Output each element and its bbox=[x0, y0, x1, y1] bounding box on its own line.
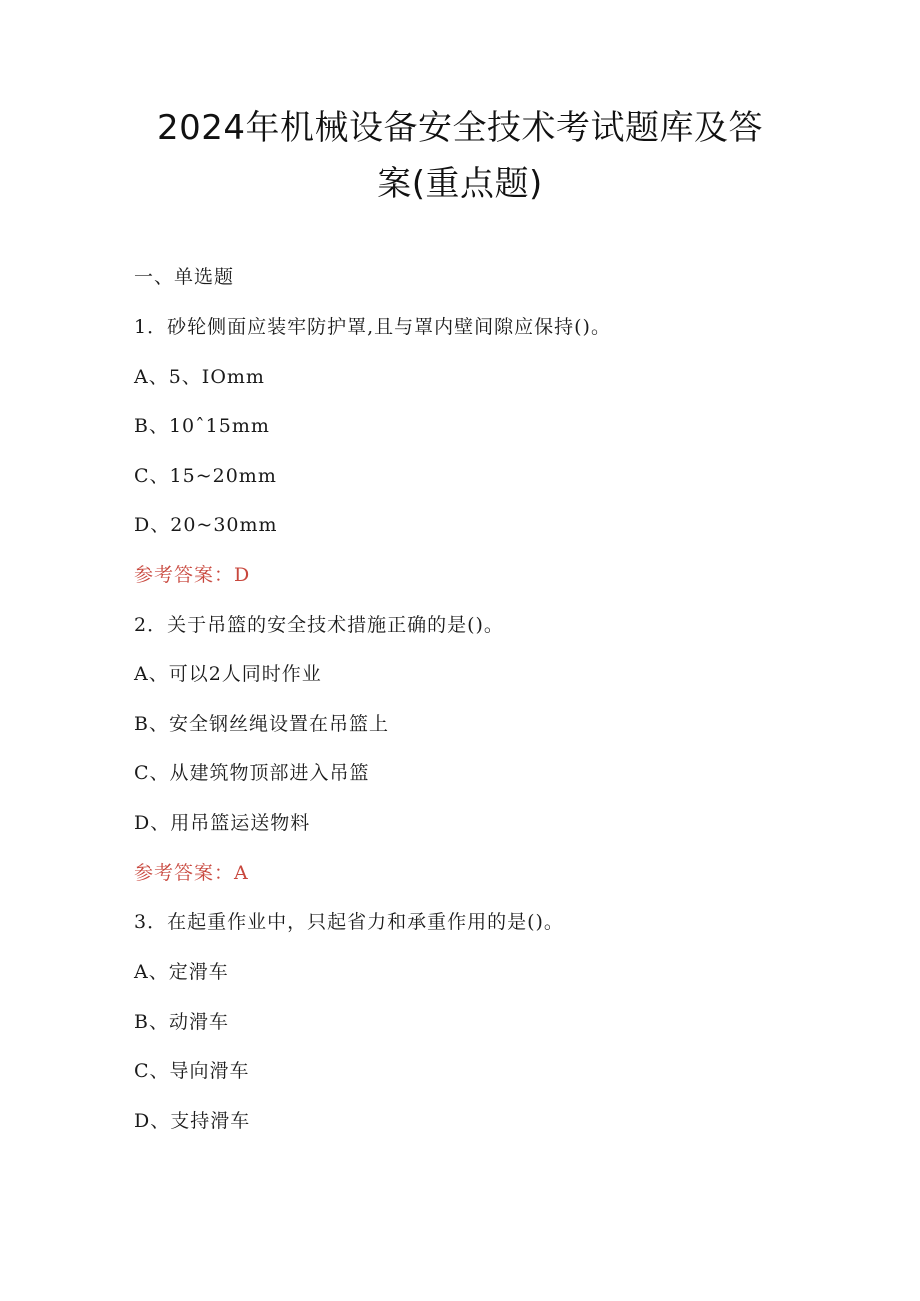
title-line-1: 2024年机械设备安全技术考试题库及答 bbox=[156, 108, 764, 148]
question-3-option-a: A、定滑车 bbox=[134, 961, 229, 983]
question-2-option-d: D、用吊篮运送物料 bbox=[134, 812, 311, 834]
question-3-option-c: C、导向滑车 bbox=[134, 1060, 250, 1082]
question-2-answer bbox=[134, 861, 249, 885]
question-2-stem: 2．关于吊篮的安全技术措施正确的是()。 bbox=[134, 614, 504, 636]
question-1-stem: 1．砂轮侧面应装牢防护罩,且与罩内壁间隙应保持()。 bbox=[134, 316, 611, 338]
section-heading: 一、单选题 bbox=[134, 266, 235, 288]
question-2-option-c: C、从建筑物顶部进入吊篮 bbox=[134, 762, 370, 784]
question-1-option-b: B、10ˆ15mm bbox=[134, 415, 270, 437]
document-title bbox=[120, 100, 800, 212]
answer-label: 参考答案： bbox=[134, 862, 235, 884]
answer-value: A bbox=[234, 862, 249, 884]
answer-label: 参考答案： bbox=[134, 564, 235, 586]
question-2-option-b: B、安全钢丝绳设置在吊篮上 bbox=[134, 713, 389, 735]
question-3-option-b: B、动滑车 bbox=[134, 1011, 229, 1033]
question-1-option-a: A、5、IOmm bbox=[134, 366, 265, 388]
question-1-answer bbox=[134, 563, 250, 587]
title-line-2: 案(重点题) bbox=[377, 164, 543, 204]
question-3-stem: 3．在起重作业中，只起省力和承重作用的是()。 bbox=[134, 911, 564, 933]
question-1-option-d: D、20~30mm bbox=[134, 514, 278, 536]
question-3-option-d: D、支持滑车 bbox=[134, 1110, 251, 1132]
question-2-option-a: A、可以2人同时作业 bbox=[134, 663, 322, 685]
answer-value: D bbox=[234, 564, 251, 586]
question-1-option-c: C、15~20mm bbox=[134, 465, 277, 487]
